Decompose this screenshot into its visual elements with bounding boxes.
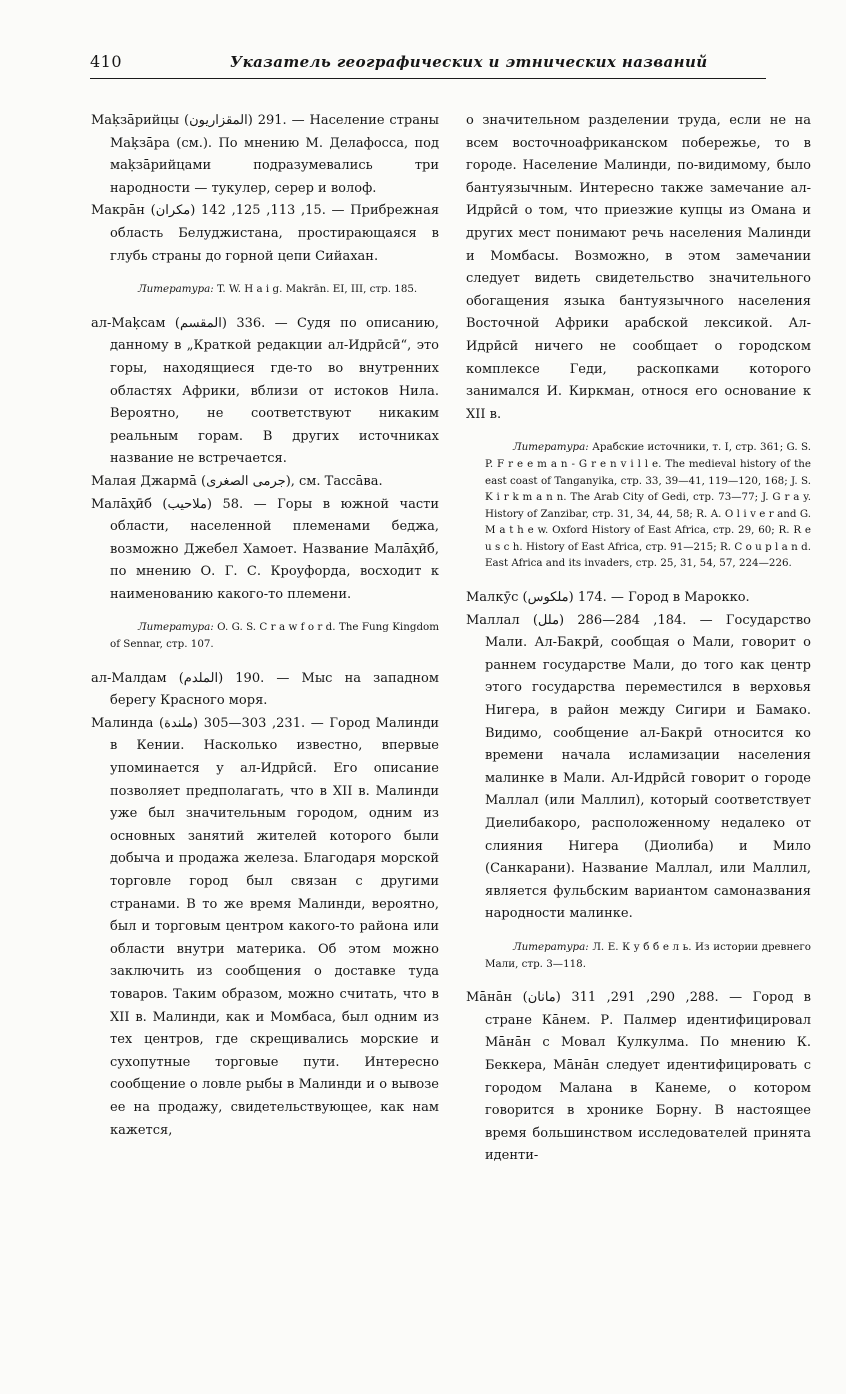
literature-label: Литература: (513, 940, 589, 953)
index-entry: ал-Малдам (الملدم) 190. — Мыс на западном берегу Красного моря. (91, 670, 439, 709)
index-entry: Малая Джармā (جرمى الصغرى), см. Тассāва. (91, 473, 383, 489)
page-header (90, 52, 766, 79)
literature-text: Арабские источники, т. I, стр. 361; G. S. P. F r e e m a n - G r e n v i l l e. The medieval history of the east coast of Tanganyika, стр. 33, 39—41, 119—120, 168; J. S. K i r k m a n n. The Arab City of Gedi, стр. 73—77; J. G r a y. History of Zanzibar, стр. 31, 34, 44, 58; R. A. O l i v e r and G. M a t h e w. Oxford History of East Africa, стр. 29, 60; R. R e u s c h. History of East Africa, стр. 91—215; R. C o u p l a n d. East Africa and its invaders, стр. 25, 31, 54, 57, 224—226. (485, 441, 811, 570)
index-entry: Мāнāн (مانان) 288, 290, 291, 311. — Город в стране Кāнем. Р. Палмер идентифицировал Мāнāн с Мовал Кулкулма. По мнению К. Беккера, Мāнāн следует идентифицировать с городом Малана в Канеме, о котором говорится в хронике Борну. В настоящее время большинством исследователей принята иденти- (466, 990, 812, 1164)
literature-note (466, 939, 811, 972)
index-entry: Малкӯс (ملكوس) 174. — Город в Марокко. (466, 590, 750, 606)
literature-note (466, 439, 811, 572)
literature-text: O. G. S. C r a w f o r d. The Fung Kingdom of Sennar, стр. 107. (110, 621, 439, 651)
literature-label: Литература: (138, 621, 214, 634)
page-number: 410 (90, 52, 123, 71)
literature-note (91, 619, 439, 652)
literature-text: T. W. H a i g. Makrān. EI, III, стр. 185. (213, 283, 418, 296)
index-entry: Малāҳӣб (ملاحيب) 58. — Горы в южной части области, населенной племенами беджа, возможно Джебел Хамоет. Название Малāҳӣб, по мнению О. Г. С. Кроуфорда, восходит к наименованию какого-то племени. (91, 496, 439, 602)
entry-continuation: о значительном разделении труда, если не на всем восточноафриканском побережье, то в городе. Население Малинди, по-видимому, было бантуязычным. Интересно также замечание ал-Идрӣсӣ о том, что приезжие купцы из Омана и других мест понимают речь населения Малинди и Момбасы. Возможно, в этом замечании следует видеть свидетельство значительного обогащения языка бантуязычного населения Восточной Африки арабской лексикой. Ал-Идрӣсӣ ничего не сообщает о городском комплексе Геди, раскопками которого занимался И. Киркман, относя его основание к XII в. (466, 113, 811, 422)
literature-label: Литература: (513, 441, 589, 454)
running-title: Указатель географических и этнических названий (230, 53, 708, 71)
literature-text: Л. Е. К у б б е л ь. Из истории древнего Мали, стр. 3—118. (485, 940, 811, 970)
literature-note (91, 281, 439, 298)
index-entry: ал-Маḳсам (المقسم) 336. — Судя по описанию, данному в „Краткой редакции ал-Идрӣсӣ“, это горы, находящиеся где-то во внутренних областях Африки, вблизи от истоков Нила. Вероятно, не соответствуют никаким реальным горам. В других источниках название не встречается. (91, 315, 440, 467)
right-column (466, 110, 811, 1168)
literature-label: Литература: (138, 283, 214, 296)
index-entry: Маḳзāрийцы (المقزاريون) 291. — Население страны Маḳзāра (см.). По мнению М. Делафосса, под маḳзāрийцами подразумевались три народности — тукулер, серер и волоф. (91, 113, 439, 196)
index-entry: Маллал (ملل) 184, 284—286. — Государство Мали. Ал-Бакрӣ, сообщая о Мали, говорит о раннем государстве Мали, до того как центр этого государства переместился в верховья Нигера, в район между Сигири и Бамако. Видимо, сообщение ал-Бакрӣ относится ко времени начала исламизации населения малинке в Мали. Ал-Идрӣсӣ говорит о городе Маллал (или Маллил), который соответствует Диелибакоро, расположенному недалеко от слияния Нигера (Диолиба) и Мило (Санкарани). Название Маллал, или Маллил, является фульбским вариантом самоназвания народности малинке. (466, 612, 811, 922)
left-column (91, 110, 439, 1142)
index-entry: Макрāн (مكران) 15, 113, 125, 142. — Прибрежная область Белуджистана, простирающаяся в глубь страны до горной цепи Сийахан. (91, 203, 440, 264)
index-entry: Малинда (ملندة) 231, 303—305. — Город Малинди в Кении. Насколько известно, впервые упоминается у ал-Идрӣсӣ. Его описание позволяет предполагать, что в XII в. Малинди уже был значительным городом, одним из основных занятий жителей которого были добыча и продажа железа. Благодаря морской торговле город был связан с другими странами. В то же время Малинди, вероятно, был и торговым центром какого-то района или области внутри материка. Об этом можно заключить из сообщения о доставке туда товаров. Таким образом, можно считать, что в XII в. Малинди, как и Момбаса, был одним из тех центров, где скрещивались морские и сухопутные торговые пути. Интересно сообщение о ловле рыбы в Малинди и о вывозе ее на продажу, свидетельствующее, как нам кажется, (91, 715, 439, 1138)
